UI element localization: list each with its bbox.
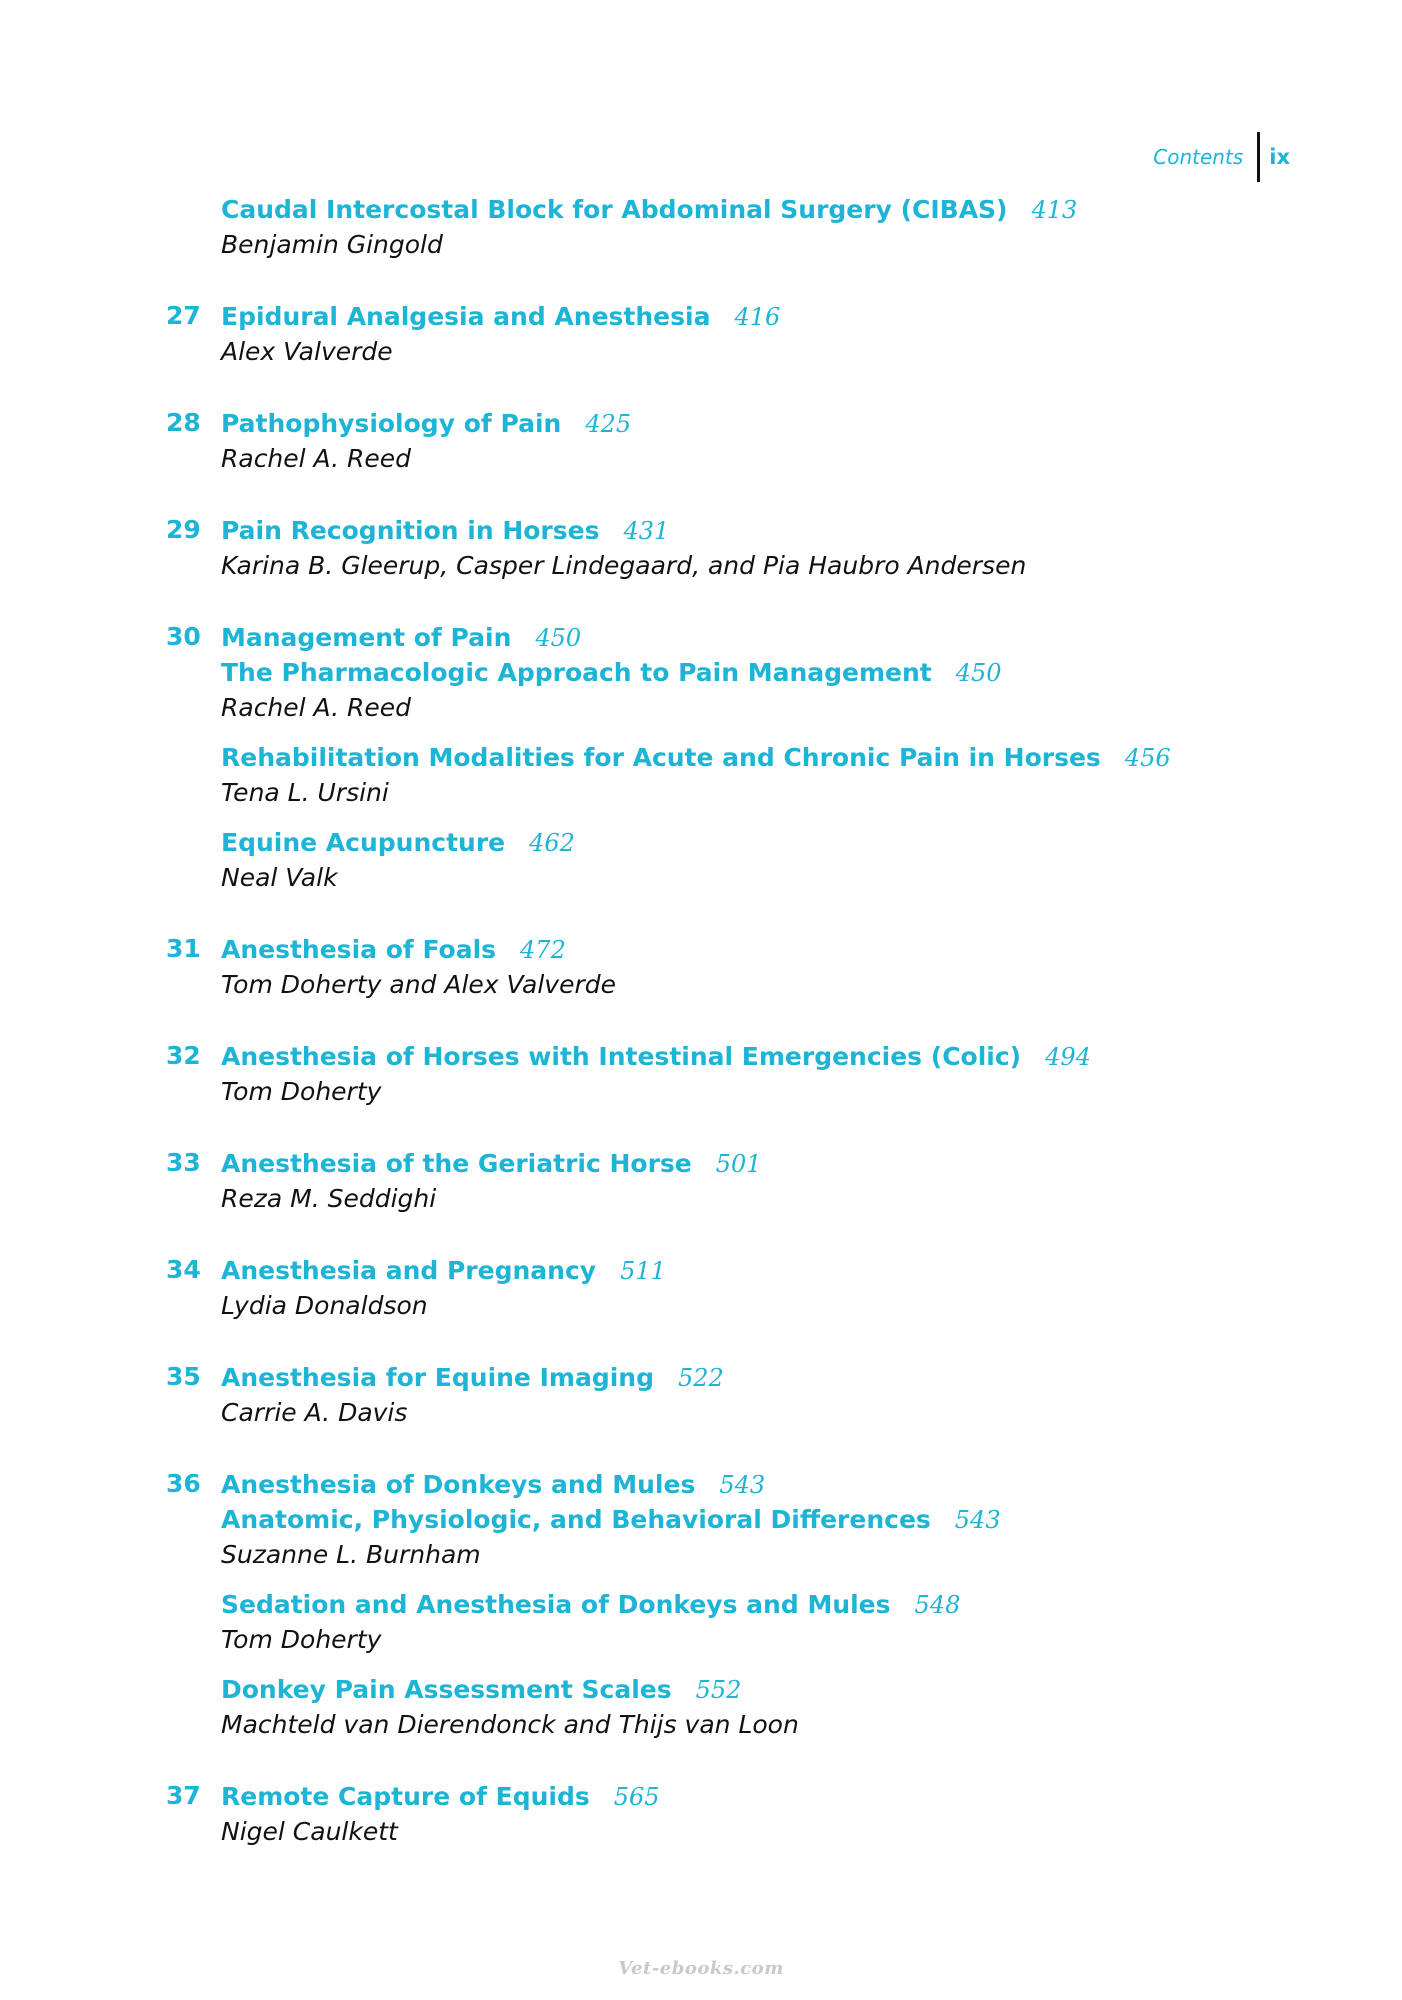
toc-chapter (166, 1146, 1266, 1216)
chapter-title-link[interactable]: Remote Capture of Equids (221, 1782, 590, 1811)
page-ref: 565 (613, 1783, 660, 1811)
page-ref: 501 (715, 1150, 762, 1178)
chapter-number: 35 (166, 1362, 201, 1391)
toc-chapter (166, 1467, 1266, 1742)
author-name: Nigel Caulkett (221, 1817, 398, 1846)
toc-title-line (221, 1779, 1266, 1814)
author-name: Tom Doherty and Alex Valverde (221, 970, 616, 999)
chapter-number: 30 (166, 622, 201, 651)
toc-chapter (166, 1039, 1266, 1109)
toc-chapter (166, 406, 1266, 476)
chapter-title-link[interactable]: Anesthesia of Horses with Intestinal Emergencies (Colic) (221, 1042, 1022, 1071)
toc-chapter (166, 1360, 1266, 1430)
toc-section (221, 1779, 1266, 1849)
chapter-number: 27 (166, 301, 201, 330)
page-ref: 552 (695, 1676, 742, 1704)
toc-chapter (166, 1779, 1266, 1849)
toc-title-line (221, 932, 1266, 967)
toc-subtitle-line (221, 1502, 1266, 1537)
running-head-label: Contents (1153, 145, 1244, 169)
page-ref: 450 (535, 624, 582, 652)
page-ref: 472 (520, 936, 566, 964)
toc-title-line (221, 620, 1266, 655)
page-ref: 522 (677, 1364, 724, 1392)
toc-section (221, 1039, 1266, 1109)
page-ref: 511 (620, 1257, 666, 1285)
page-ref: 431 (623, 517, 670, 545)
chapter-number: 31 (166, 934, 201, 963)
watermark: Vet-ebooks.com (618, 1958, 784, 1979)
chapter-number: 33 (166, 1148, 201, 1177)
toc-section (221, 740, 1266, 810)
chapter-title-link[interactable]: Management of Pain (221, 623, 512, 652)
page-ref: 425 (585, 410, 632, 438)
toc-title-line (221, 1587, 1266, 1622)
chapter-number: 29 (166, 515, 201, 544)
toc-chapter (166, 513, 1266, 583)
author-name: Suzanne L. Burnham (221, 1540, 481, 1569)
author-name: Karina B. Gleerup, Casper Lindegaard, and Pia Haubro Andersen (221, 551, 1027, 580)
toc-section (221, 406, 1266, 476)
chapter-title-link[interactable]: Donkey Pain Assessment Scales (221, 1675, 672, 1704)
author-name: Rachel A. Reed (221, 444, 412, 473)
chapter-number: 32 (166, 1041, 201, 1070)
chapter-title-link[interactable]: Anesthesia and Pregnancy (221, 1256, 597, 1285)
chapter-title-link[interactable]: Anesthesia for Equine Imaging (221, 1363, 654, 1392)
page-ref: 413 (1031, 196, 1078, 224)
toc-section (221, 1360, 1266, 1430)
chapter-title-link[interactable]: Pain Recognition in Horses (221, 516, 600, 545)
chapter-title-link[interactable]: Sedation and Anesthesia of Donkeys and Mules (221, 1590, 891, 1619)
toc-section (221, 1253, 1266, 1323)
author-name: Alex Valverde (221, 337, 393, 366)
page-ref: 462 (529, 829, 575, 857)
page-number: ix (1269, 145, 1290, 169)
toc-section (221, 1672, 1266, 1742)
chapter-title-link[interactable]: Equine Acupuncture (221, 828, 506, 857)
toc-section (221, 1146, 1266, 1216)
toc-title-line (221, 740, 1266, 775)
toc-section (221, 513, 1266, 583)
chapter-title-link[interactable]: Caudal Intercostal Block for Abdominal Surgery (CIBAS) (221, 195, 1008, 224)
page-ref: 548 (914, 1591, 961, 1619)
toc-section (221, 1467, 1266, 1572)
toc-title-line (221, 1467, 1266, 1502)
author-name: Rachel A. Reed (221, 693, 412, 722)
chapter-title-link[interactable]: Pathophysiology of Pain (221, 409, 562, 438)
page-ref: 543 (719, 1471, 766, 1499)
toc-title-line (221, 299, 1266, 334)
toc-chapter (166, 932, 1266, 1002)
page-ref: 494 (1045, 1043, 1091, 1071)
chapter-title-link[interactable]: Anesthesia of Foals (221, 935, 497, 964)
chapter-title-link[interactable]: Epidural Analgesia and Anesthesia (221, 302, 711, 331)
running-head (1153, 132, 1290, 182)
author-name: Reza M. Seddighi (221, 1184, 437, 1213)
table-of-contents (166, 192, 1266, 1886)
author-name: Carrie A. Davis (221, 1398, 408, 1427)
chapter-number: 37 (166, 1781, 201, 1810)
toc-title-line (221, 513, 1266, 548)
toc-section (221, 299, 1266, 369)
page-ref: 416 (734, 303, 781, 331)
toc-title-line (221, 1253, 1266, 1288)
toc-title-line (221, 1360, 1266, 1395)
author-name: Lydia Donaldson (221, 1291, 428, 1320)
toc-title-line (221, 1146, 1266, 1181)
toc-chapter (166, 620, 1266, 895)
toc-section (221, 932, 1266, 1002)
toc-section (221, 1587, 1266, 1657)
toc-chapter (166, 192, 1266, 262)
toc-title-line (221, 1039, 1266, 1074)
toc-title-line (221, 406, 1266, 441)
chapter-number: 36 (166, 1469, 201, 1498)
chapter-title-link[interactable]: Rehabilitation Modalities for Acute and Chronic Pain in Horses (221, 743, 1101, 772)
toc-title-line (221, 192, 1266, 227)
author-name: Machteld van Dierendonck and Thijs van Loon (221, 1710, 799, 1739)
toc-chapter (166, 1253, 1266, 1323)
toc-subtitle-line (221, 655, 1266, 690)
page-ref: 456 (1124, 744, 1171, 772)
toc-section (221, 192, 1266, 262)
subsection-title-link[interactable]: Anatomic, Physiologic, and Behavioral Differences (221, 1505, 931, 1534)
page-ref: 450 (955, 659, 1002, 687)
author-name: Benjamin Gingold (221, 230, 443, 259)
author-name: Tom Doherty (221, 1077, 382, 1106)
toc-title-line (221, 1672, 1266, 1707)
chapter-title-link[interactable]: Anesthesia of Donkeys and Mules (221, 1470, 696, 1499)
author-name: Tom Doherty (221, 1625, 382, 1654)
author-name: Neal Valk (221, 863, 338, 892)
page-ref: 543 (954, 1506, 1001, 1534)
toc-section (221, 825, 1266, 895)
author-name: Tena L. Ursini (221, 778, 389, 807)
toc-title-line (221, 825, 1266, 860)
toc-chapter (166, 299, 1266, 369)
subsection-title-link[interactable]: The Pharmacologic Approach to Pain Management (221, 658, 932, 687)
chapter-title-link[interactable]: Anesthesia of the Geriatric Horse (221, 1149, 692, 1178)
chapter-number: 28 (166, 408, 201, 437)
toc-section (221, 620, 1266, 725)
chapter-number: 34 (166, 1255, 201, 1284)
